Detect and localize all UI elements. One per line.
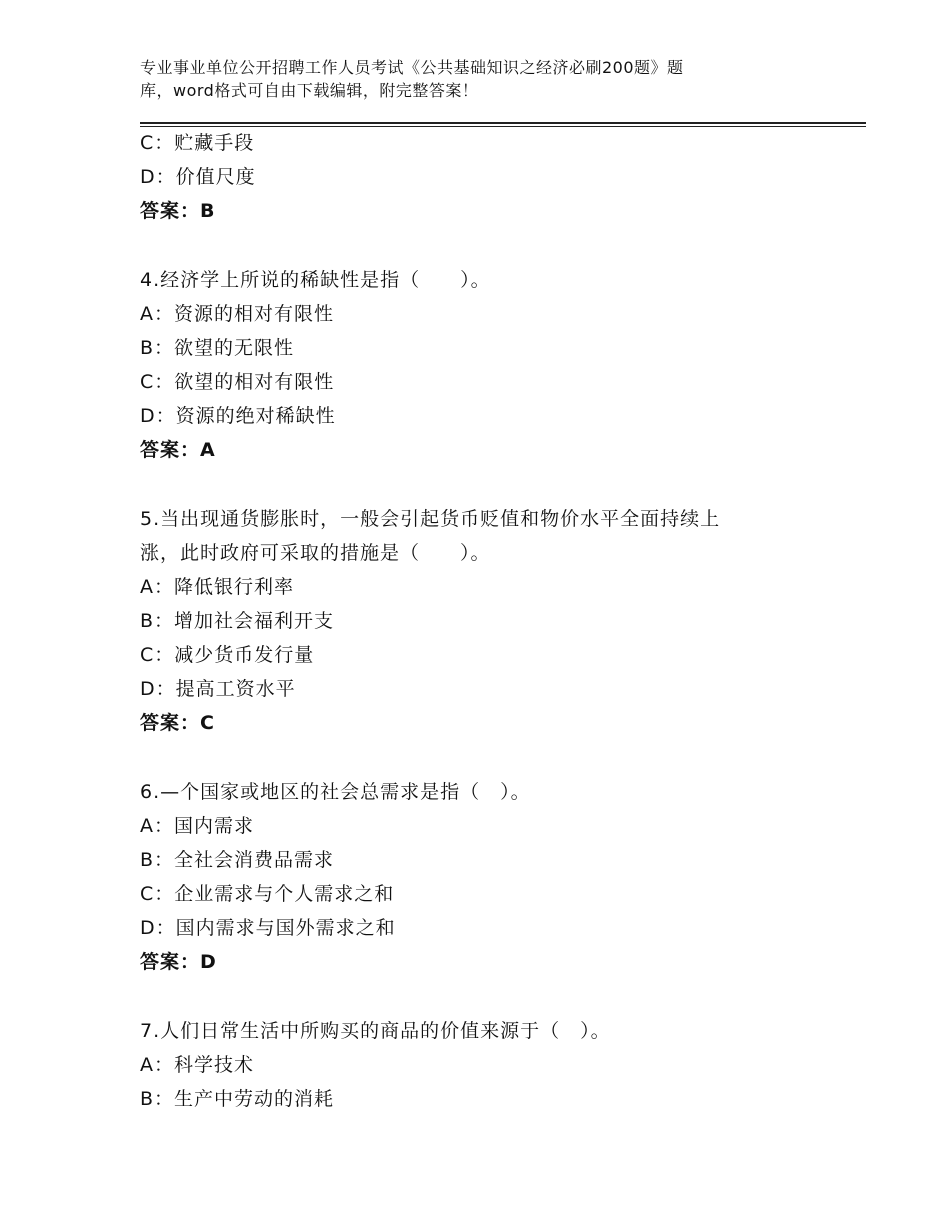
answer: 答案：C (140, 712, 215, 734)
answer: 答案：D (140, 951, 217, 973)
option-c: C：贮藏手段 (140, 132, 255, 154)
question-text: 7.人们日常生活中所购买的商品的价值来源于（ ）。 (140, 1020, 611, 1042)
header-divider-thick (140, 122, 866, 124)
option-d: D：提高工资水平 (140, 678, 296, 700)
option-d: D：资源的绝对稀缺性 (140, 405, 336, 427)
question-text-line2: 涨，此时政府可采取的措施是（ ）。 (140, 542, 491, 564)
page-header (140, 56, 780, 102)
header-title-line2: 库，word格式可自由下载编辑，附完整答案！ (140, 81, 479, 100)
answer: 答案：B (140, 200, 216, 222)
question-text: 6.—个国家或地区的社会总需求是指（ ）。 (140, 781, 531, 803)
question-text-line1: 5.当出现通货膨胀时，一般会引起货币贬值和物价水平全面持续上 (140, 508, 721, 530)
header-title-line1: 专业事业单位公开招聘工作人员考试《公共基础知识之经济必刷200题》题 (140, 58, 684, 77)
option-a: A：降低银行利率 (140, 576, 294, 598)
option-a: A：国内需求 (140, 815, 254, 837)
option-b: B：增加社会福利开支 (140, 610, 335, 632)
option-d: D：国内需求与国外需求之和 (140, 917, 396, 939)
header-divider-thin (140, 126, 866, 127)
option-c: C：企业需求与个人需求之和 (140, 883, 395, 905)
option-b: B：欲望的无限性 (140, 337, 295, 359)
option-b: B：生产中劳动的消耗 (140, 1088, 335, 1110)
option-c: C：欲望的相对有限性 (140, 371, 335, 393)
option-c: C：减少货币发行量 (140, 644, 315, 666)
option-a: A：科学技术 (140, 1054, 254, 1076)
option-a: A：资源的相对有限性 (140, 303, 334, 325)
option-b: B：全社会消费品需求 (140, 849, 335, 871)
option-d: D：价值尺度 (140, 166, 256, 188)
answer: 答案：A (140, 439, 216, 461)
question-text: 4.经济学上所说的稀缺性是指（ ）。 (140, 269, 491, 291)
